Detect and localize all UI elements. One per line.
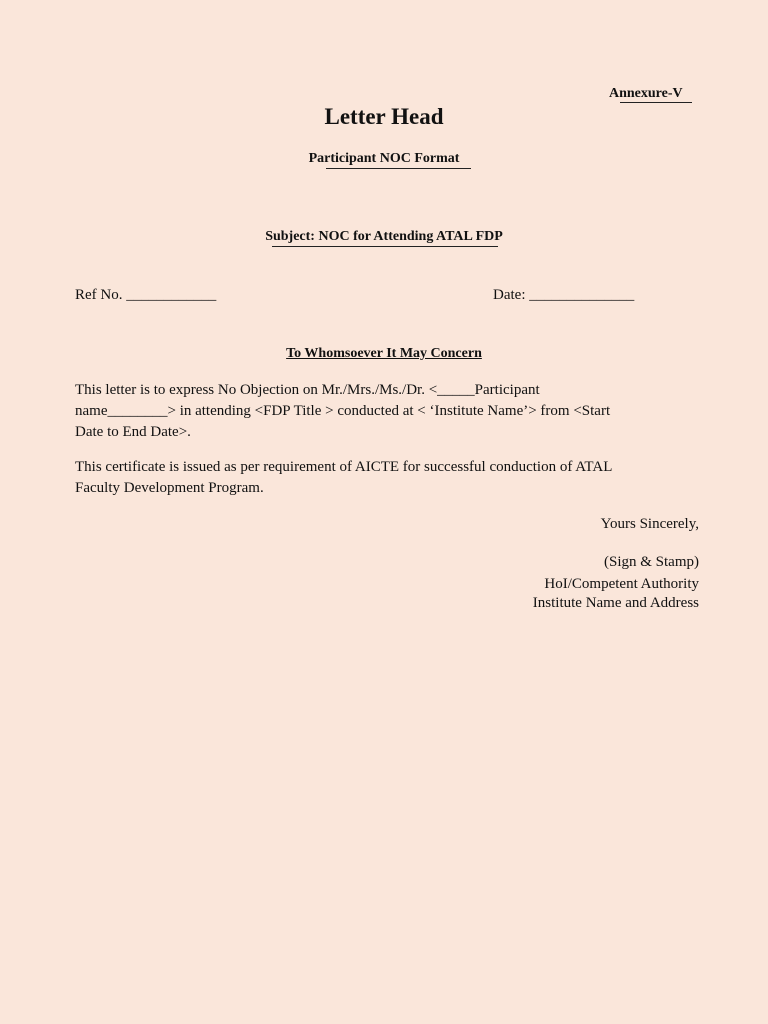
date-field: Date: ______________: [493, 287, 635, 303]
body-paragraph-1: [75, 380, 695, 443]
annexure-underline: [620, 102, 692, 103]
body-paragraph-2: [75, 457, 695, 499]
institute-address: Institute Name and Address: [532, 595, 699, 611]
format-title-underline: [326, 168, 471, 169]
annexure-label: Annexure-V: [609, 86, 683, 101]
subject-line: Subject: NOC for Attending ATAL FDP: [265, 229, 503, 244]
ref-no-field: Ref No. ____________: [75, 287, 217, 303]
paragraph-line: This certificate is issued as per requirement of AICTE for successful conduction of ATAL: [75, 459, 613, 475]
letter-head-title: Letter Head: [324, 104, 444, 129]
subject-underline: [272, 246, 498, 247]
format-title: Participant NOC Format: [308, 151, 460, 166]
paragraph-line: This letter is to express No Objection on Mr./Mrs./Ms./Dr. <_____Participant: [75, 382, 540, 398]
paragraph-line: name________> in attending <FDP Title > conducted at < ‘Institute Name’> from <Start: [75, 403, 611, 419]
paragraph-line: Faculty Development Program.: [75, 480, 264, 496]
authority-title: HoI/Competent Authority: [544, 576, 699, 592]
paragraph-line: Date to End Date>.: [75, 424, 191, 440]
closing: Yours Sincerely,: [600, 516, 699, 532]
signature-placeholder: (Sign & Stamp): [603, 554, 699, 570]
salutation: To Whomsoever It May Concern: [286, 346, 482, 361]
